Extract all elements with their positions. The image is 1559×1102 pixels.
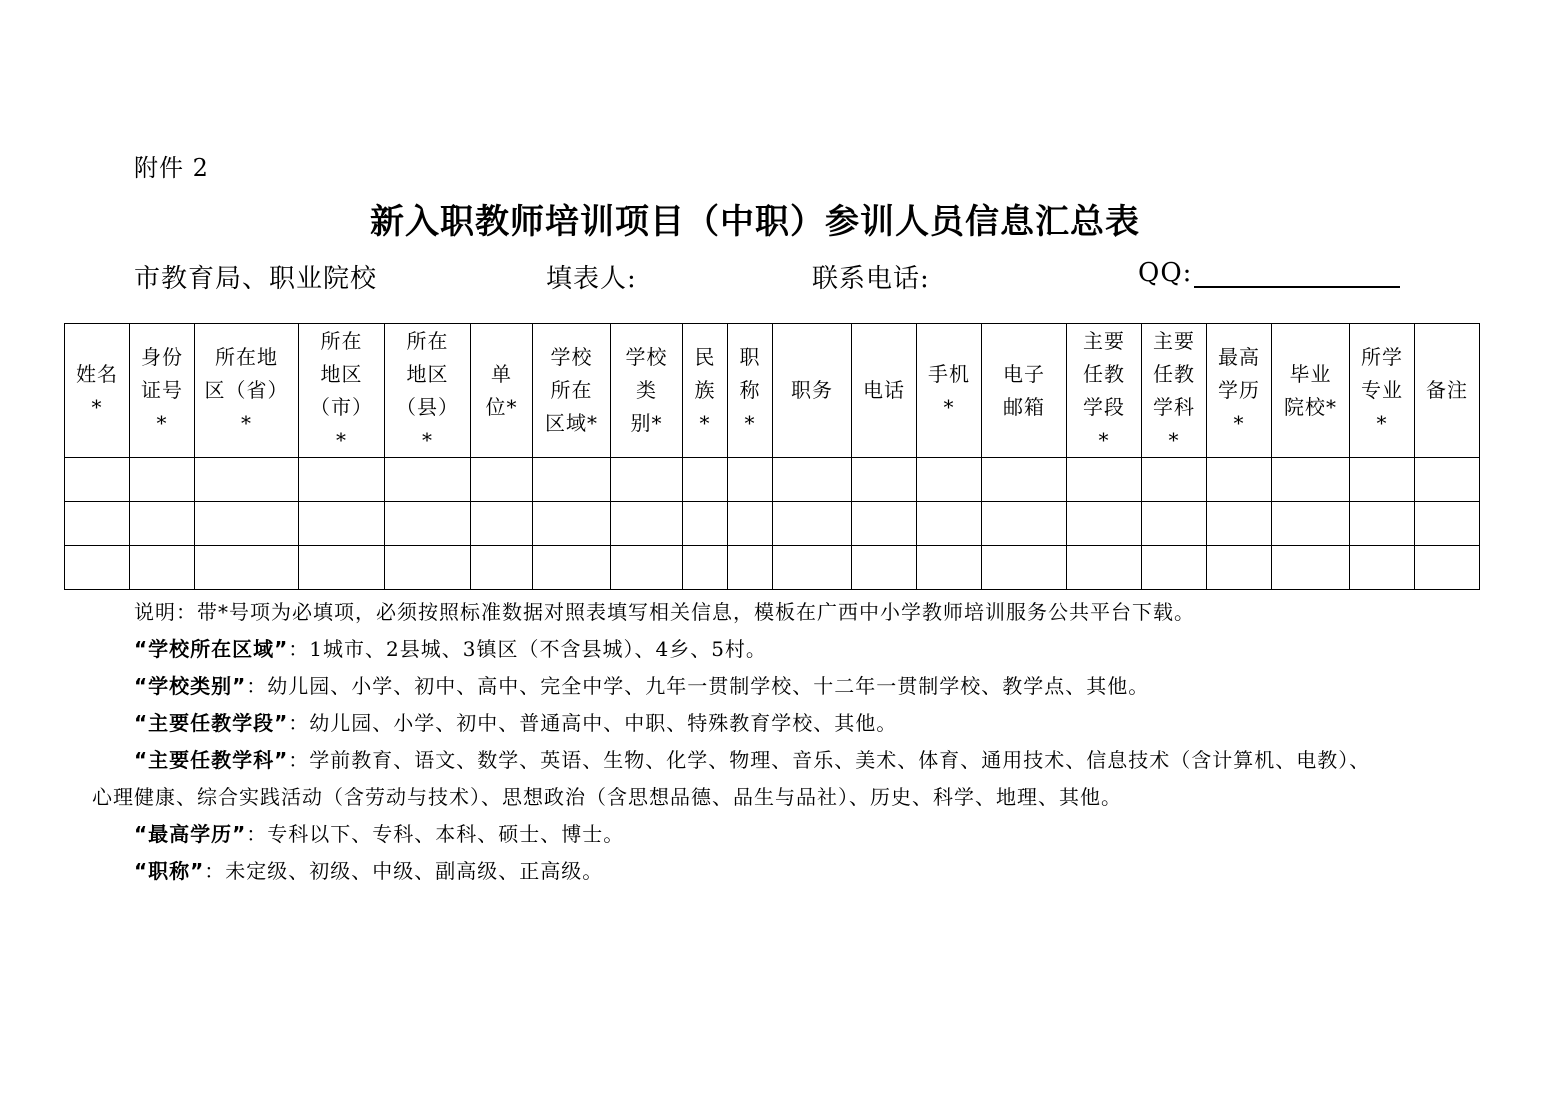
table-header-cell: 学校 类 别* [611,324,683,458]
table-header-cell: 所在地 区（省） * [195,324,299,458]
table-input-cell[interactable] [1067,502,1142,546]
table-input-cell[interactable] [852,546,917,590]
table-header-cell: 姓名 * [65,324,130,458]
table-input-cell[interactable] [1142,458,1207,502]
table-input-cell[interactable] [683,502,728,546]
table-input-cell[interactable] [852,458,917,502]
table-header-cell: 主要 任教 学科 * [1142,324,1207,458]
table-input-cell[interactable] [385,546,471,590]
document-title: 新入职教师培训项目（中职）参训人员信息汇总表 [370,202,1140,242]
qq-fill-line [1194,260,1400,288]
table-header-cell: 单 位* [471,324,533,458]
notes-text: 心理健康、综合实践活动（含劳动与技术）、思想政治（含思想品德、品生与品社）、历史、科学、地理、其他。 [92,785,1122,809]
table-input-cell[interactable] [65,546,130,590]
table-input-cell[interactable] [982,546,1067,590]
attachment-label: 附件 2 [134,154,209,182]
notes-item [134,633,767,662]
table-input-cell[interactable] [982,502,1067,546]
table-header-cell: 电子 邮箱 [982,324,1067,458]
table-input-cell[interactable] [299,546,385,590]
table-row [65,502,1480,546]
table-header-row [65,324,1480,458]
table-input-cell[interactable] [1067,546,1142,590]
meta-qq [1138,258,1400,288]
meta-org: 市教育局、职业院校 [134,264,378,294]
table-input-cell[interactable] [917,502,982,546]
table-header-cell: 毕业 院校* [1272,324,1350,458]
table-header-cell: 手机 * [917,324,982,458]
table-input-cell[interactable] [1350,458,1415,502]
table-input-cell[interactable] [195,546,299,590]
table-input-cell[interactable] [533,502,611,546]
table-input-cell[interactable] [130,546,195,590]
table-input-cell[interactable] [471,502,533,546]
table-input-cell[interactable] [773,458,852,502]
table-input-cell[interactable] [533,458,611,502]
table-input-cell[interactable] [611,546,683,590]
table-row [65,546,1480,590]
table-input-cell[interactable] [1415,458,1480,502]
notes-intro: 说明：带*号项为必填项，必须按照标准数据对照表填写相关信息，模板在广西中小学教师培训服务公共平台下载。 [134,600,1195,624]
table-header-cell: 电话 [852,324,917,458]
table-input-cell[interactable] [1272,502,1350,546]
table-input-cell[interactable] [1142,502,1207,546]
table-input-cell[interactable] [1207,458,1272,502]
table-header-cell: 所在 地区 （市） * [299,324,385,458]
table-header-cell: 民 族 * [683,324,728,458]
table-input-cell[interactable] [299,502,385,546]
table-header-cell: 最高 学历 * [1207,324,1272,458]
info-table [64,323,1480,590]
notes-text: ：幼儿园、小学、初中、普通高中、中职、特殊教育学校、其他。 [288,711,898,735]
notes-text: ：专科以下、专科、本科、硕士、博士。 [246,822,625,846]
table-input-cell[interactable] [728,458,773,502]
table-input-cell[interactable] [917,458,982,502]
table-input-cell[interactable] [471,458,533,502]
table-input-cell[interactable] [611,502,683,546]
table-input-cell[interactable] [1207,502,1272,546]
table-input-cell[interactable] [683,546,728,590]
table-input-cell[interactable] [195,502,299,546]
notes-item [134,707,897,736]
table-header-cell: 所在 地区 （县） * [385,324,471,458]
table-input-cell[interactable] [130,502,195,546]
table-input-cell[interactable] [533,546,611,590]
notes-item [134,744,1370,773]
table-input-cell[interactable] [728,546,773,590]
table-input-cell[interactable] [385,502,471,546]
table-input-cell[interactable] [773,546,852,590]
notes-term: “最高学历” [134,822,247,846]
table-row [65,458,1480,502]
table-input-cell[interactable] [1350,502,1415,546]
table-input-cell[interactable] [982,458,1067,502]
table-input-cell[interactable] [1067,458,1142,502]
table-header-cell: 职 称 * [728,324,773,458]
table-header-cell: 备注 [1415,324,1480,458]
notes-term: “学校类别” [134,674,247,698]
table-input-cell[interactable] [299,458,385,502]
notes-term: “职称” [134,859,205,883]
table-input-cell[interactable] [1415,502,1480,546]
table-input-cell[interactable] [1272,458,1350,502]
table-input-cell[interactable] [130,458,195,502]
table-input-cell[interactable] [852,502,917,546]
table-header-cell: 所学 专业 * [1350,324,1415,458]
meta-qq-label: QQ: [1138,258,1193,288]
notes-text: ：1城市、2县城、3镇区（不含县城）、4乡、5村。 [288,637,767,661]
table-input-cell[interactable] [1272,546,1350,590]
table-input-cell[interactable] [65,502,130,546]
table-input-cell[interactable] [917,546,982,590]
table-input-cell[interactable] [1350,546,1415,590]
meta-filler: 填表人: [546,264,637,294]
table-header-cell: 主要 任教 学段 * [1067,324,1142,458]
table-input-cell[interactable] [65,458,130,502]
table-input-cell[interactable] [471,546,533,590]
table-input-cell[interactable] [195,458,299,502]
notes-term: “主要任教学段” [134,711,289,735]
table-header-cell: 职务 [773,324,852,458]
table-input-cell[interactable] [385,458,471,502]
table-input-cell[interactable] [773,502,852,546]
table-header-cell: 学校 所在 区域* [533,324,611,458]
table-input-cell[interactable] [683,458,728,502]
notes-term: “主要任教学科” [134,748,289,772]
notes-item [134,855,603,884]
table-input-cell[interactable] [728,502,773,546]
table-input-cell[interactable] [1207,546,1272,590]
table-input-cell[interactable] [1415,546,1480,590]
table-header-cell: 身份 证号 * [130,324,195,458]
meta-phone: 联系电话: [812,264,930,294]
notes-text: ：未定级、初级、中级、副高级、正高级。 [204,859,604,883]
notes-text: ：幼儿园、小学、初中、高中、完全中学、九年一贯制学校、十二年一贯制学校、教学点、其他。 [246,674,1150,698]
notes-item [134,818,624,847]
notes-text: ：学前教育、语文、数学、英语、生物、化学、物理、音乐、美术、体育、通用技术、信息技术（含计算机、电教）、 [288,748,1371,772]
notes-item [92,781,1122,810]
table-input-cell[interactable] [1142,546,1207,590]
notes-item [134,670,1149,699]
table-input-cell[interactable] [611,458,683,502]
notes-term: “学校所在区域” [134,637,289,661]
